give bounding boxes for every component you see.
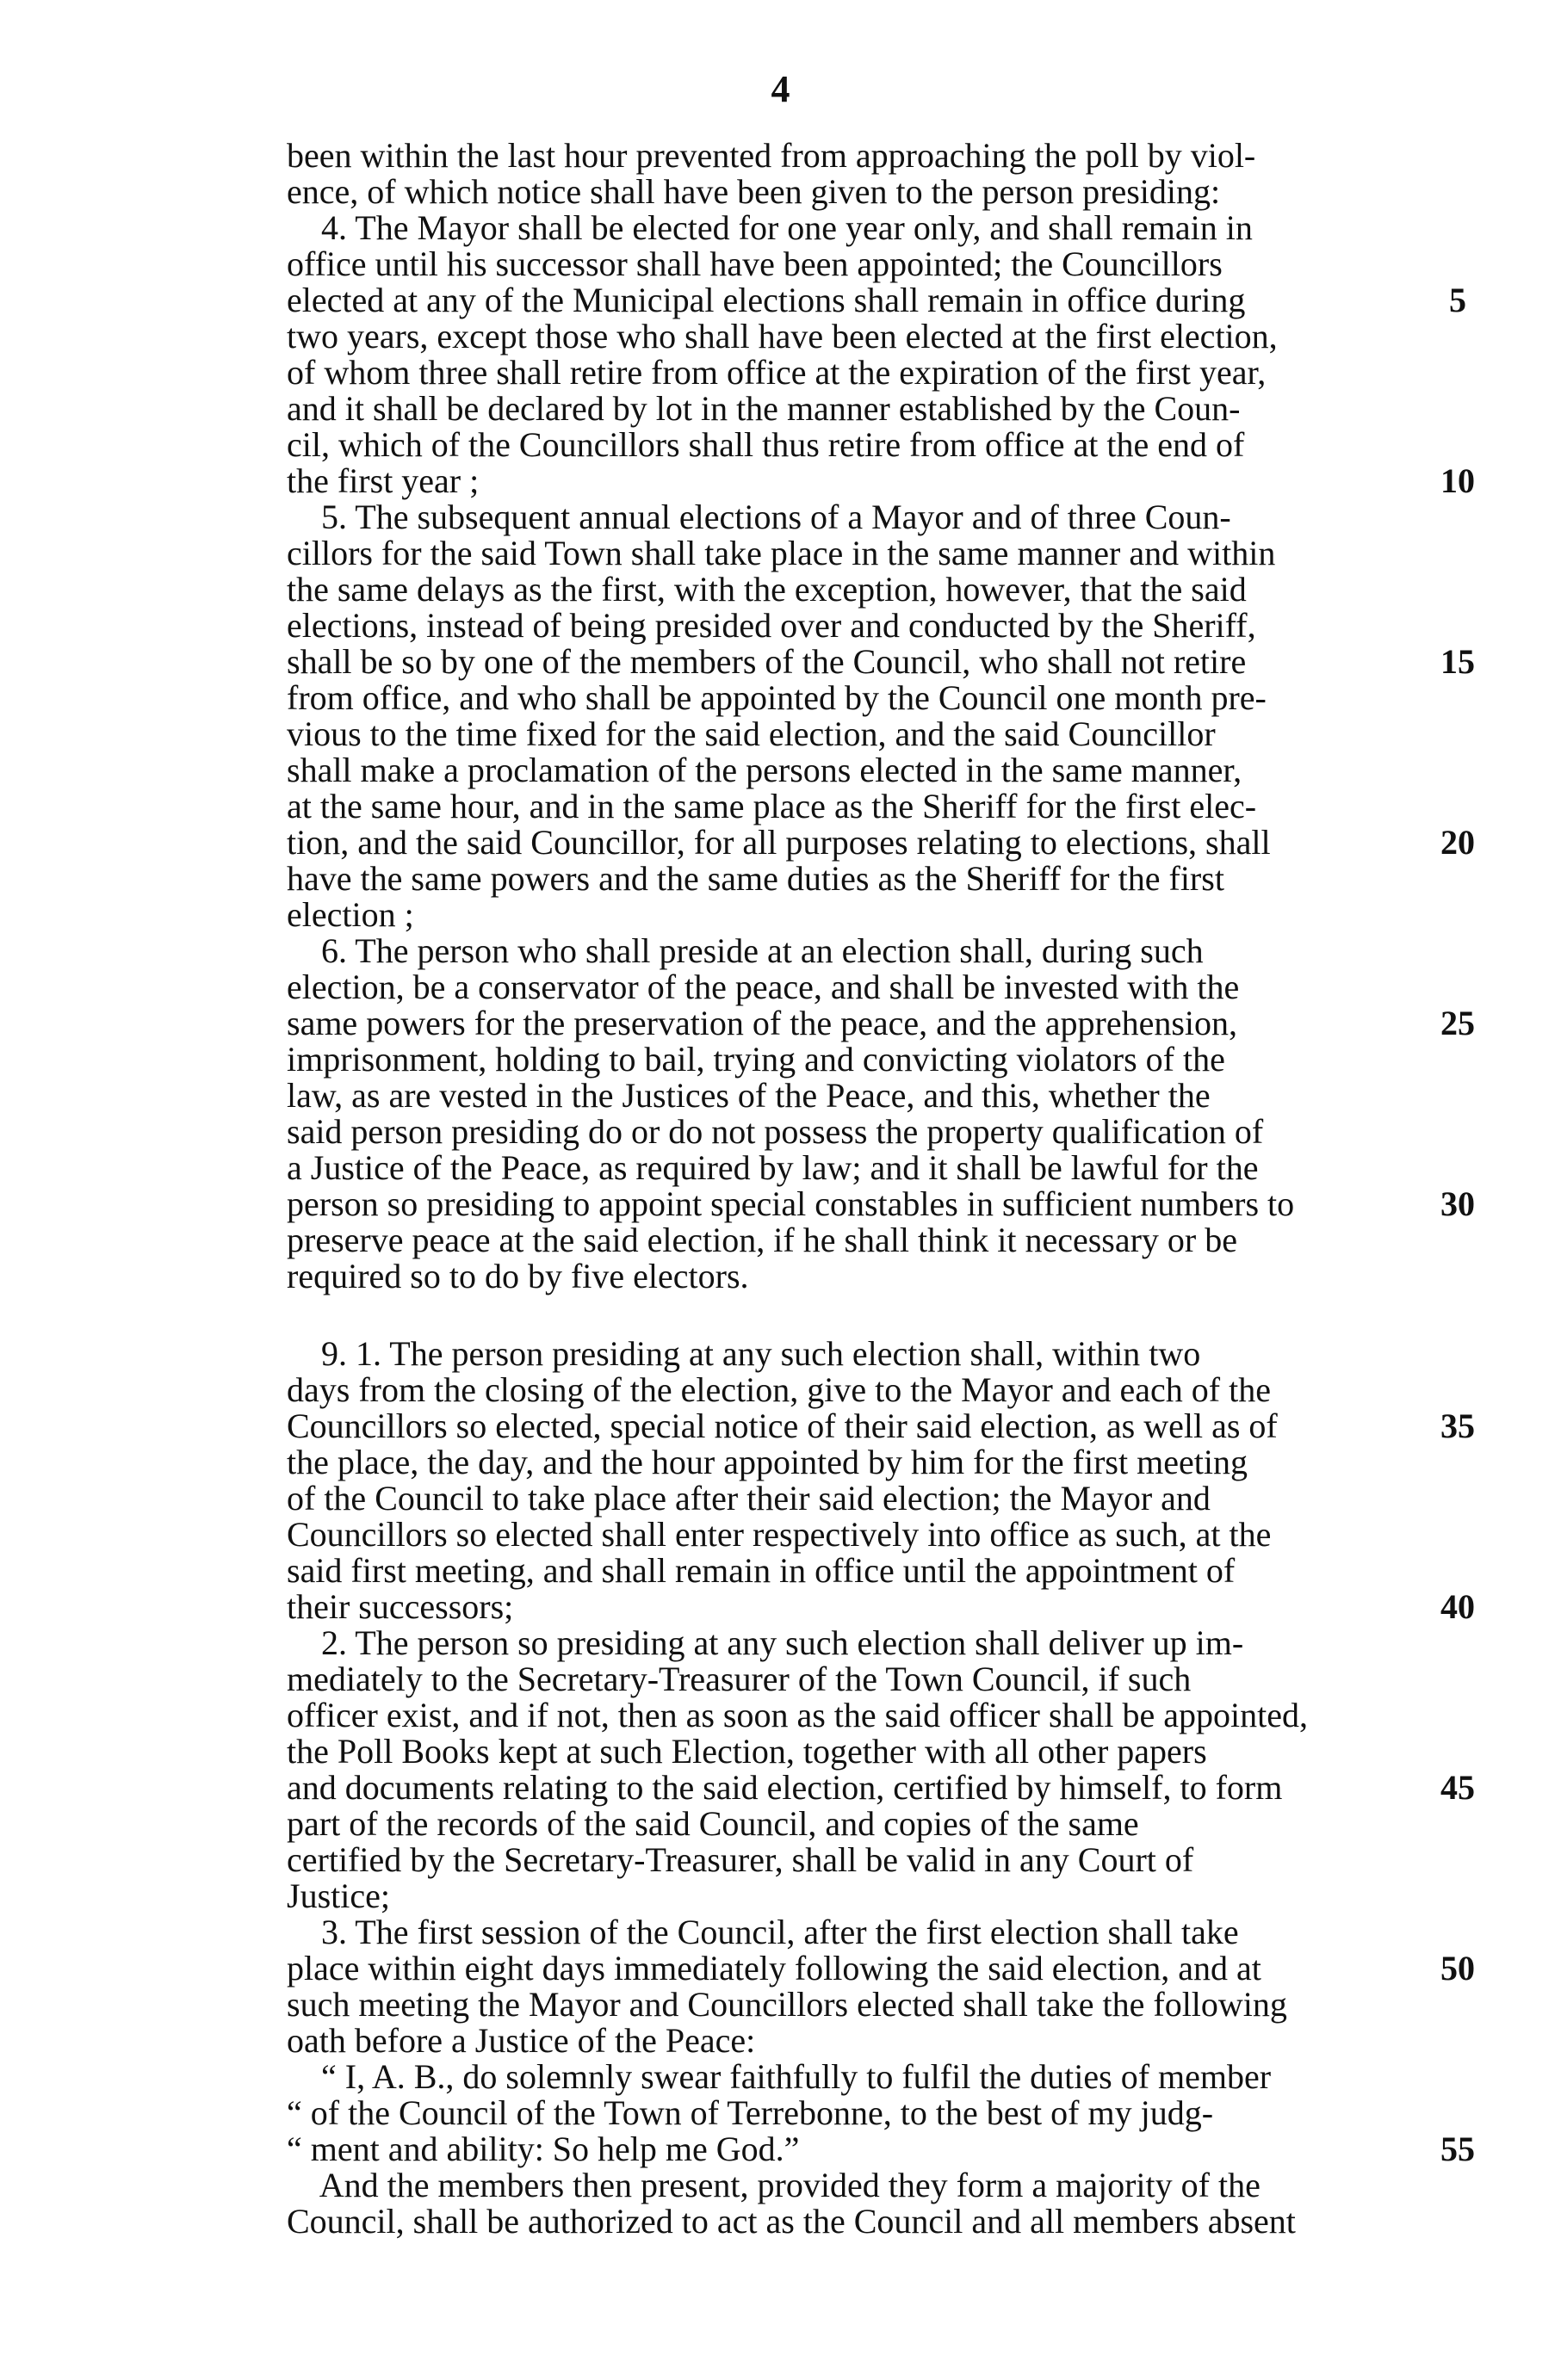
text-line: cillors for the said Town shall take place in the same manner and within: [287, 534, 1276, 572]
text-line: 9. 1. The person presiding at any such election shall, within two: [287, 1334, 1201, 1373]
text-line: two years, except those who shall have been elected at the first election,: [287, 317, 1278, 355]
text-line: ence, of which notice shall have been given to the person presiding:: [287, 172, 1221, 211]
text-line: “ I, A. B., do solemnly swear faithfully to fulfil the duties of member: [287, 2057, 1272, 2096]
text-line: officer exist, and if not, then as soon as the said officer shall be appointed,: [287, 1696, 1308, 1734]
text-line: Justice;: [287, 1876, 390, 1915]
text-line: have the same powers and the same duties as the Sheriff for the first: [287, 859, 1224, 898]
page-number: 4: [771, 68, 790, 110]
text-line: Councillors so elected, special notice of their said election, as well as of: [287, 1406, 1278, 1445]
text-line: from office, and who shall be appointed by the Council one month pre-: [287, 678, 1267, 717]
text-line: “ ment and ability: So help me God.”: [287, 2130, 800, 2168]
text-line: a Justice of the Peace, as required by law; and it shall be lawful for the: [287, 1148, 1259, 1187]
margin-line-number: 55: [1440, 2130, 1475, 2168]
text-line: Council, shall be authorized to act as the Council and all members absent: [287, 2202, 1296, 2241]
margin-line-number: 45: [1440, 1768, 1475, 1807]
text-line: 2. The person so presiding at any such election shall deliver up im-: [287, 1623, 1244, 1662]
text-line: mediately to the Secretary-Treasurer of the Town Council, if such: [287, 1660, 1192, 1698]
text-line: election ;: [287, 895, 414, 934]
text-line: elections, instead of being presided over and conducted by the Sheriff,: [287, 606, 1256, 645]
text-line: part of the records of the said Council, and copies of the same: [287, 1804, 1139, 1843]
text-line: and documents relating to the said election, certified by himself, to form: [287, 1768, 1283, 1807]
text-line: their successors;: [287, 1587, 514, 1626]
text-line: And the members then present, provided they form a majority of the: [287, 2166, 1261, 2204]
margin-line-number: 30: [1440, 1184, 1475, 1223]
text-line: shall make a proclamation of the persons elected in the same manner,: [287, 751, 1242, 789]
text-line: tion, and the said Councillor, for all purposes relating to elections, shall: [287, 823, 1271, 862]
text-line: same powers for the preservation of the peace, and the apprehension,: [287, 1004, 1238, 1042]
margin-line-number: 25: [1440, 1004, 1475, 1042]
text-line: vious to the time fixed for the said election, and the said Councillor: [287, 714, 1216, 753]
margin-line-number: 50: [1440, 1949, 1475, 1987]
text-line: place within eight days immediately following the said election, and at: [287, 1949, 1261, 1987]
text-line: the same delays as the first, with the exception, however, that the said: [287, 570, 1247, 609]
text-line: shall be so by one of the members of the Council, who shall not retire: [287, 642, 1247, 681]
text-line: and it shall be declared by lot in the manner established by the Coun-: [287, 389, 1241, 428]
margin-line-number: 10: [1440, 461, 1475, 500]
text-line: required so to do by five electors.: [287, 1257, 749, 1295]
text-line: elected at any of the Municipal elections shall remain in office during: [287, 281, 1246, 319]
text-line: election, be a conservator of the peace, and shall be invested with the: [287, 967, 1240, 1006]
margin-line-number: 5: [1449, 281, 1466, 319]
text-line: imprisonment, holding to bail, trying and convicting violators of the: [287, 1040, 1225, 1079]
text-line: Councillors so elected shall enter respectively into office as such, at the: [287, 1515, 1272, 1554]
text-line: office until his successor shall have been appointed; the Councillors: [287, 244, 1223, 283]
text-line: said first meeting, and shall remain in office until the appointment of: [287, 1551, 1236, 1590]
text-line: 4. The Mayor shall be elected for one year only, and shall remain in: [287, 208, 1253, 247]
text-line: 6. The person who shall preside at an election shall, during such: [287, 931, 1204, 970]
text-line: of the Council to take place after their said election; the Mayor and: [287, 1479, 1211, 1518]
text-line: the place, the day, and the hour appointed by him for the first meeting: [287, 1443, 1248, 1481]
text-line: of whom three shall retire from office at the expiration of the first year,: [287, 353, 1267, 392]
text-line: preserve peace at the said election, if he shall think it necessary or be: [287, 1221, 1237, 1259]
text-line: cil, which of the Councillors shall thus retire from office at the end of: [287, 425, 1245, 464]
margin-line-number: 20: [1440, 823, 1475, 862]
text-line: “ of the Council of the Town of Terrebonne, to the best of my judg-: [287, 2093, 1214, 2132]
text-line: the first year ;: [287, 461, 480, 500]
text-line: person so presiding to appoint special constables in sufficient numbers to: [287, 1184, 1295, 1223]
text-line: such meeting the Mayor and Councillors elected shall take the following: [287, 1985, 1287, 2024]
text-line: the Poll Books kept at such Election, together with all other papers: [287, 1732, 1207, 1771]
text-line: oath before a Justice of the Peace:: [287, 2021, 756, 2060]
text-line: 5. The subsequent annual elections of a Mayor and of three Coun-: [287, 498, 1231, 536]
text-line: been within the last hour prevented from approaching the poll by viol-: [287, 136, 1256, 175]
margin-line-number: 35: [1440, 1406, 1475, 1445]
text-line: law, as are vested in the Justices of the Peace, and this, whether the: [287, 1076, 1211, 1115]
text-line: days from the closing of the election, give to the Mayor and each of the: [287, 1370, 1271, 1409]
margin-line-number: 40: [1440, 1587, 1475, 1626]
text-line: certified by the Secretary-Treasurer, shall be valid in any Court of: [287, 1840, 1194, 1879]
text-line: at the same hour, and in the same place as the Sheriff for the first elec-: [287, 787, 1257, 825]
margin-line-number: 15: [1440, 642, 1475, 681]
text-line: 3. The first session of the Council, after the first election shall take: [287, 1913, 1239, 1951]
text-line: said person presiding do or do not possess the property qualification of: [287, 1112, 1264, 1151]
